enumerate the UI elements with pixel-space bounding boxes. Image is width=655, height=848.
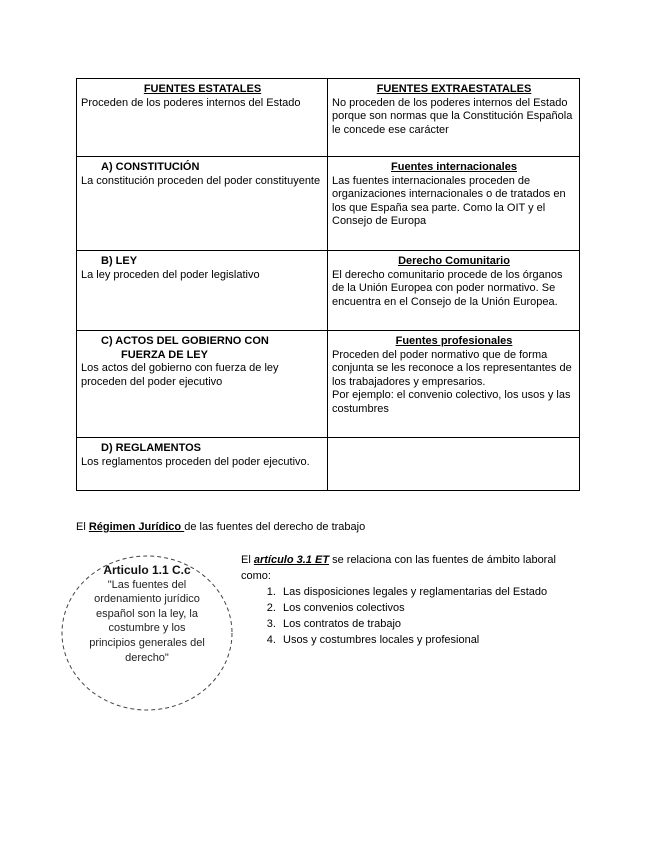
table-row [77, 79, 580, 157]
articulo-list [241, 584, 581, 648]
cell-text: Las fuentes internacionales proceden de organizaciones internacionales o de tratados en los que España sea parte. Como la OIT y el Consejo de Europa [332, 174, 566, 227]
articulo-intro [241, 552, 581, 584]
articulo-pre: El [241, 554, 254, 566]
cell-empty [328, 438, 580, 491]
table-row [77, 331, 580, 438]
cell-text: Los reglamentos proceden del poder ejecutivo. [81, 455, 310, 468]
cell-constitucion [77, 157, 328, 251]
cell-text: El derecho comunitario procede de los órganos de la Unión Europea con poder normativo. Se encuentra en el Consejo de la Unión Europea. [332, 268, 563, 308]
cell-fuentes-extraestatales [328, 79, 580, 157]
circle-title: Articulo 1.1 C.c [103, 563, 191, 577]
list-item: 1. Las disposiciones legales y reglamentarias del Estado [279, 584, 581, 600]
cell-text: La constitución proceden del poder constituyente [81, 174, 321, 187]
cell-fuentes-internacionales [328, 157, 580, 251]
cell-title: Fuentes internacionales [391, 161, 517, 173]
cell-text-example: Por ejemplo: el convenio colectivo, los usos y las costumbres [332, 389, 571, 415]
fuentes-table [76, 78, 580, 491]
cell-text: Los actos del gobierno con fuerza de ley proceden del poder ejecutivo [81, 362, 279, 388]
cell-title: FUENTES ESTATALES [143, 83, 262, 95]
table-row [77, 251, 580, 331]
articulo-block [241, 552, 581, 648]
cell-text: La ley proceden del poder legislativo [81, 268, 260, 281]
articulo-circle [60, 554, 234, 712]
articulo-post: se relaciona con las fuentes de ámbito laboral como: [241, 554, 556, 582]
list-item: 3. Los contratos de trabajo [279, 616, 581, 632]
list-item: 2. Los convenios colectivos [279, 600, 581, 616]
cell-title [81, 335, 324, 362]
table-row [77, 157, 580, 251]
cell-title-line2: FUERZA DE LEY [121, 348, 208, 361]
regimen-heading [76, 521, 365, 535]
cell-title: Fuentes profesionales [395, 335, 513, 347]
articulo-bold: artículo 3.1 ET [253, 554, 330, 566]
cell-text: Proceden de los poderes internos del Estado [81, 96, 301, 109]
cell-fuentes-estatales [77, 79, 328, 157]
regimen-pre: El [76, 521, 89, 533]
cell-title: FUENTES EXTRAESTATALES [376, 83, 532, 95]
cell-derecho-comunitario [328, 251, 580, 331]
regimen-post: de las fuentes del derecho de trabajo [184, 521, 366, 533]
cell-title: B) LEY [101, 255, 138, 267]
cell-title: Derecho Comunitario [398, 255, 510, 267]
cell-actos-gobierno [77, 331, 328, 438]
cell-title-line1: C) ACTOS DEL GOBIERNO CON [101, 335, 269, 347]
cell-reglamentos [77, 438, 328, 491]
cell-text: Proceden del poder normativo que de forma conjunta se les reconoce a los representantes de los trabajadores y empresarios. [332, 348, 572, 388]
cell-fuentes-profesionales [328, 331, 580, 438]
list-item: 4. Usos y costumbres locales y profesional [279, 632, 581, 648]
cell-ley [77, 251, 328, 331]
regimen-bold: Régimen Jurídico [88, 521, 185, 533]
cell-text: No proceden de los poderes internos del Estado porque son normas que la Constitución Española le concede ese carácter [332, 96, 573, 136]
cell-title: D) REGLAMENTOS [101, 442, 202, 454]
circle-text: "Las fuentes del ordenamiento jurídico español son la ley, la costumbre y los principios generales del derecho" [89, 578, 205, 664]
cell-title: A) CONSTITUCIÓN [101, 161, 200, 173]
circle-content [87, 563, 207, 665]
table-row [77, 438, 580, 491]
